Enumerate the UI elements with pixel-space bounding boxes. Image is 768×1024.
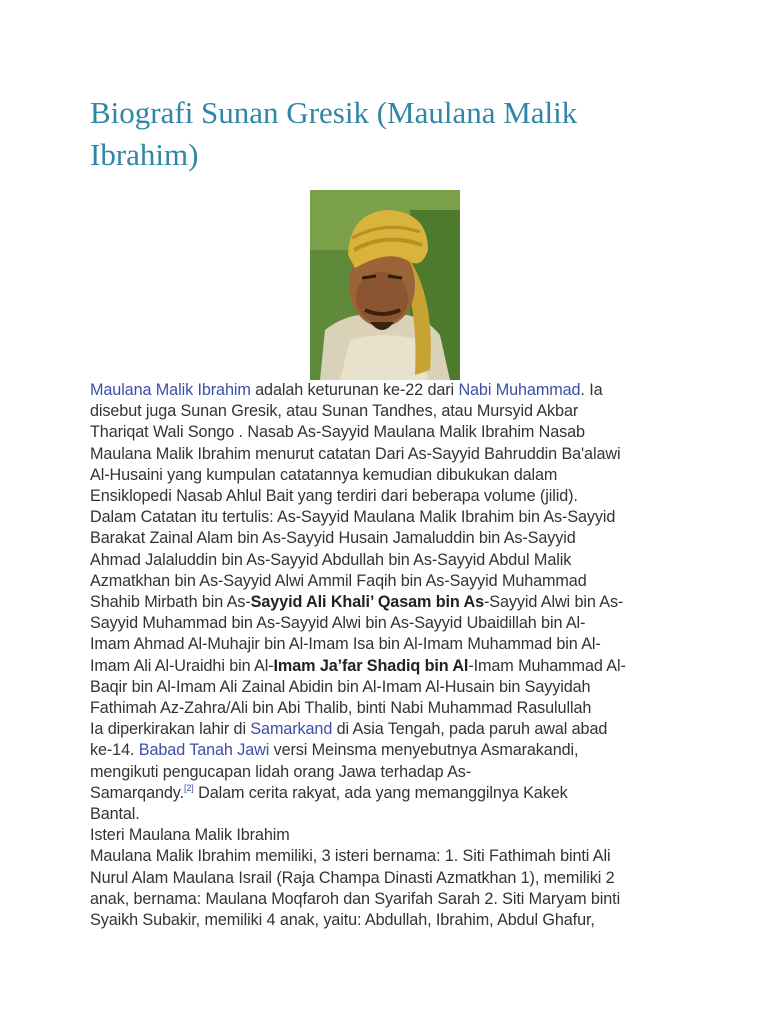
text: ke-14. — [90, 741, 139, 760]
text-line: Imam Ahmad Al-Muhajir bin Al-Imam Isa bin Al-Imam Muhammad bin Al- — [90, 635, 601, 654]
text-line: Al-Husaini yang kumpulan catatannya kemudian dibukukan dalam — [90, 465, 558, 484]
text: Dalam cerita rakyat, ada yang memanggilnya Kakek — [193, 783, 568, 802]
text-line: Maulana Malik Ibrahim memiliki, 3 isteri bernama: 1. Siti Fathimah binti Ali — [90, 847, 611, 866]
text: adalah keturunan ke-22 dari — [250, 381, 459, 399]
paragraph-lineage — [90, 380, 690, 719]
text: Ia diperkirakan lahir di — [90, 720, 251, 739]
text-line: Nurul Alam Maulana Israil (Raja Champa Dinasti Azmatkhan 1), memiliki 2 — [90, 868, 615, 887]
text: Imam Ali Al-Uraidhi bin Al- — [90, 656, 274, 675]
text-line: Barakat Zainal Alam bin As-Sayyid Husain Jamaluddin bin As-Sayyid — [90, 529, 576, 548]
link-samarkand[interactable]: Samarkand — [250, 720, 333, 739]
paragraph-birth — [90, 719, 690, 825]
bold-text: Sayyid Ali Khali’ Qasam bin As — [250, 593, 484, 612]
text-line: Maulana Malik Ibrahim menurut catatan Dari As-Sayyid Bahruddin Ba'alawi — [90, 444, 621, 463]
text-line: Syaikh Subakir, memiliki 4 anak, yaitu: Abdullah, Ibrahim, Abdul Ghafur, — [90, 911, 595, 930]
text-line: Sayyid Muhammad bin As-Sayyid Alwi bin As-Sayyid Ubaidillah bin Al- — [90, 614, 586, 633]
text-line: mengikuti pengucapan lidah orang Jawa terhadap As- — [90, 762, 472, 781]
text: -Imam Muhammad Al- — [468, 656, 626, 675]
footnote-link[interactable]: [2] — [183, 782, 194, 793]
text-line: anak, bernama: Maulana Moqfaroh dan Syarifah Sarah 2. Siti Maryam binti — [90, 889, 621, 908]
text-line: Azmatkhan bin As-Sayyid Alwi Ammil Faqih bin As-Sayyid Muhammad — [90, 571, 587, 590]
bold-text: Imam Ja’far Shadiq bin Al — [273, 656, 469, 675]
text: -Sayyid Alwi bin As- — [483, 593, 624, 612]
article-body — [90, 380, 690, 931]
text-line: Baqir bin Al-Imam Ali Zainal Abidin bin Al-Imam Al-Husain bin Sayyidah — [90, 677, 591, 696]
portrait-image — [310, 190, 460, 380]
link-nabi-muhammad[interactable]: Nabi Muhammad — [458, 381, 581, 399]
portrait-illustration — [310, 190, 460, 380]
text: di Asia Tengah, pada paruh awal abad — [332, 720, 608, 739]
text-line: Dalam Catatan itu tertulis: As-Sayyid Maulana Malik Ibrahim bin As-Sayyid — [90, 508, 616, 527]
text-line: Ensiklopedi Nasab Ahlul Bait yang terdiri dari beberapa volume (jilid). — [90, 487, 578, 506]
text-line: Bantal. — [90, 805, 140, 824]
text: . Ia — [580, 381, 603, 399]
section-heading: Isteri Maulana Malik Ibrahim — [90, 826, 290, 845]
text-line: disebut juga Sunan Gresik, atau Sunan Tandhes, atau Mursyid Akbar — [90, 402, 579, 421]
text-line: Ahmad Jalaluddin bin As-Sayyid Abdullah bin As-Sayyid Abdul Malik — [90, 550, 572, 569]
page-title: Biografi Sunan Gresik (Maulana Malik Ibrahim) — [90, 95, 578, 172]
text-line: Thariqat Wali Songo . Nasab As-Sayyid Maulana Malik Ibrahim Nasab — [90, 423, 585, 442]
paragraph-wives — [90, 825, 690, 931]
text: Shahib Mirbath bin As- — [90, 593, 251, 612]
link-babad-tanah-jawi[interactable]: Babad Tanah Jawi — [138, 741, 270, 760]
text-line: Fathimah Az-Zahra/Ali bin Abi Thalib, binti Nabi Muhammad Rasulullah — [90, 699, 592, 718]
link-maulana-malik-ibrahim[interactable]: Maulana Malik Ibrahim — [90, 381, 251, 399]
text: versi Meinsma menyebutnya Asmarakandi, — [269, 741, 579, 760]
text: Samarqandy. — [90, 783, 184, 802]
